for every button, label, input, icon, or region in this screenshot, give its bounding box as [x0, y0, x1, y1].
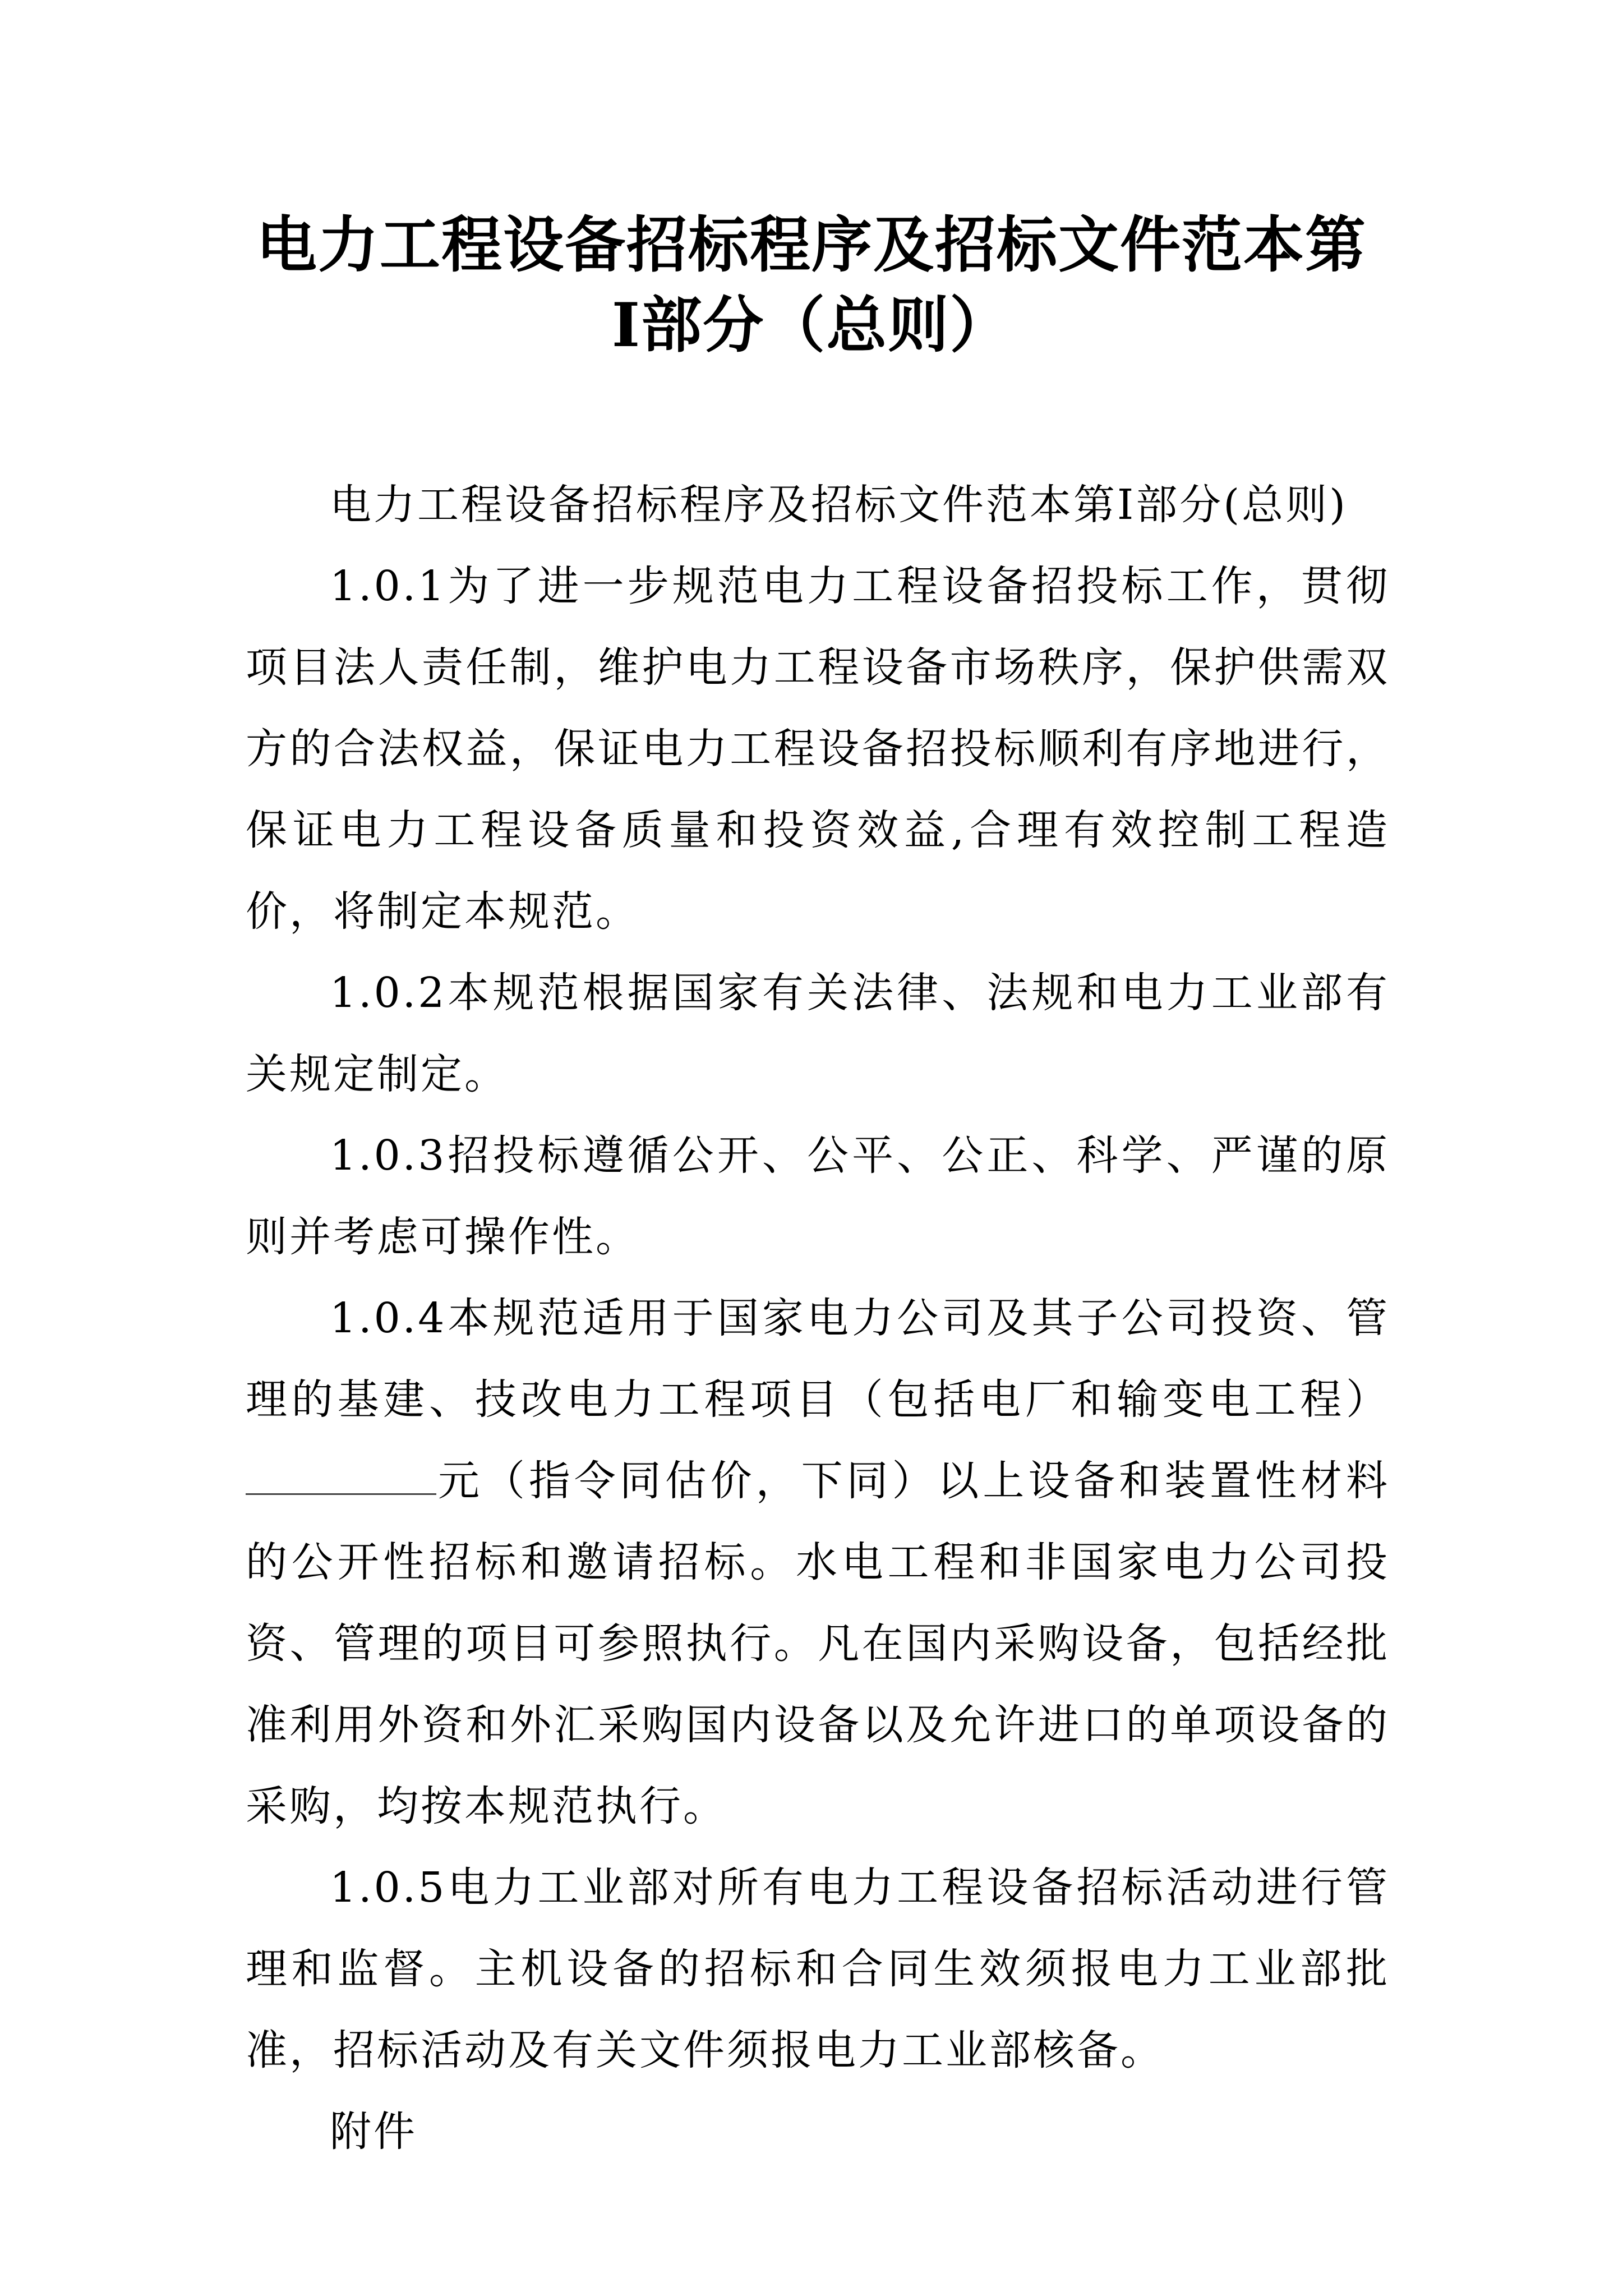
paragraph-1-0-4 [246, 1278, 1390, 1847]
paragraph-1-0-4-part-b: 元（指令同估价，下同）以上设备和装置性材料的公开性招标和邀请招标。水电工程和非国家电力公司投资、管理的项目可参照执行。凡在国内采购设备，包括经批准利用外资和外汇采购国内设备以及允许进口的单项设备的采购，均按本规范执行。 [246, 1457, 1390, 1830]
amount-blank-line [246, 1454, 436, 1495]
document-title-line-1: 电力工程设备招标程序及招标文件范本第 [256, 210, 1367, 280]
document-title-line-2: Ⅰ部分（总则） [611, 290, 1012, 361]
paragraph-heading: 电力工程设备招标程序及招标文件范本第Ⅰ部分(总则) [330, 481, 1348, 529]
paragraph-1-0-3: 1.0.3招投标遵循公开、公平、公正、科学、严谨的原则并考虑可操作性。 [246, 1131, 1390, 1261]
document-body [246, 464, 1390, 2173]
paragraph-1-0-5: 1.0.5电力工业部对所有电力工程设备招标活动进行管理和监督。主机设备的招标和合同生效须报电力工业部批准，招标活动及有关文件须报电力工业部核备。 [246, 1864, 1390, 2074]
paragraph-1-0-4-part-a: 1.0.4本规范适用于国家电力公司及其子公司投资、管理的基建、技改电力工程项目（包括电厂和输变电工程） [246, 1294, 1390, 1424]
attachment-label: 附件 [330, 2108, 417, 2156]
paragraph-1-0-2: 1.0.2本规范根据国家有关法律、法规和电力工业部有关规定制定。 [246, 969, 1390, 1098]
paragraph-1-0-1: 1.0.1为了进一步规范电力工程设备招投标工作，贯彻项目法人责任制，维护电力工程设备市场秩序，保护供需双方的合法权益，保证电力工程设备招投标顺利有序地进行，保证电力工程设备质量和投资效益,合理有效控制工程造价，将制定本规范。 [246, 562, 1390, 936]
